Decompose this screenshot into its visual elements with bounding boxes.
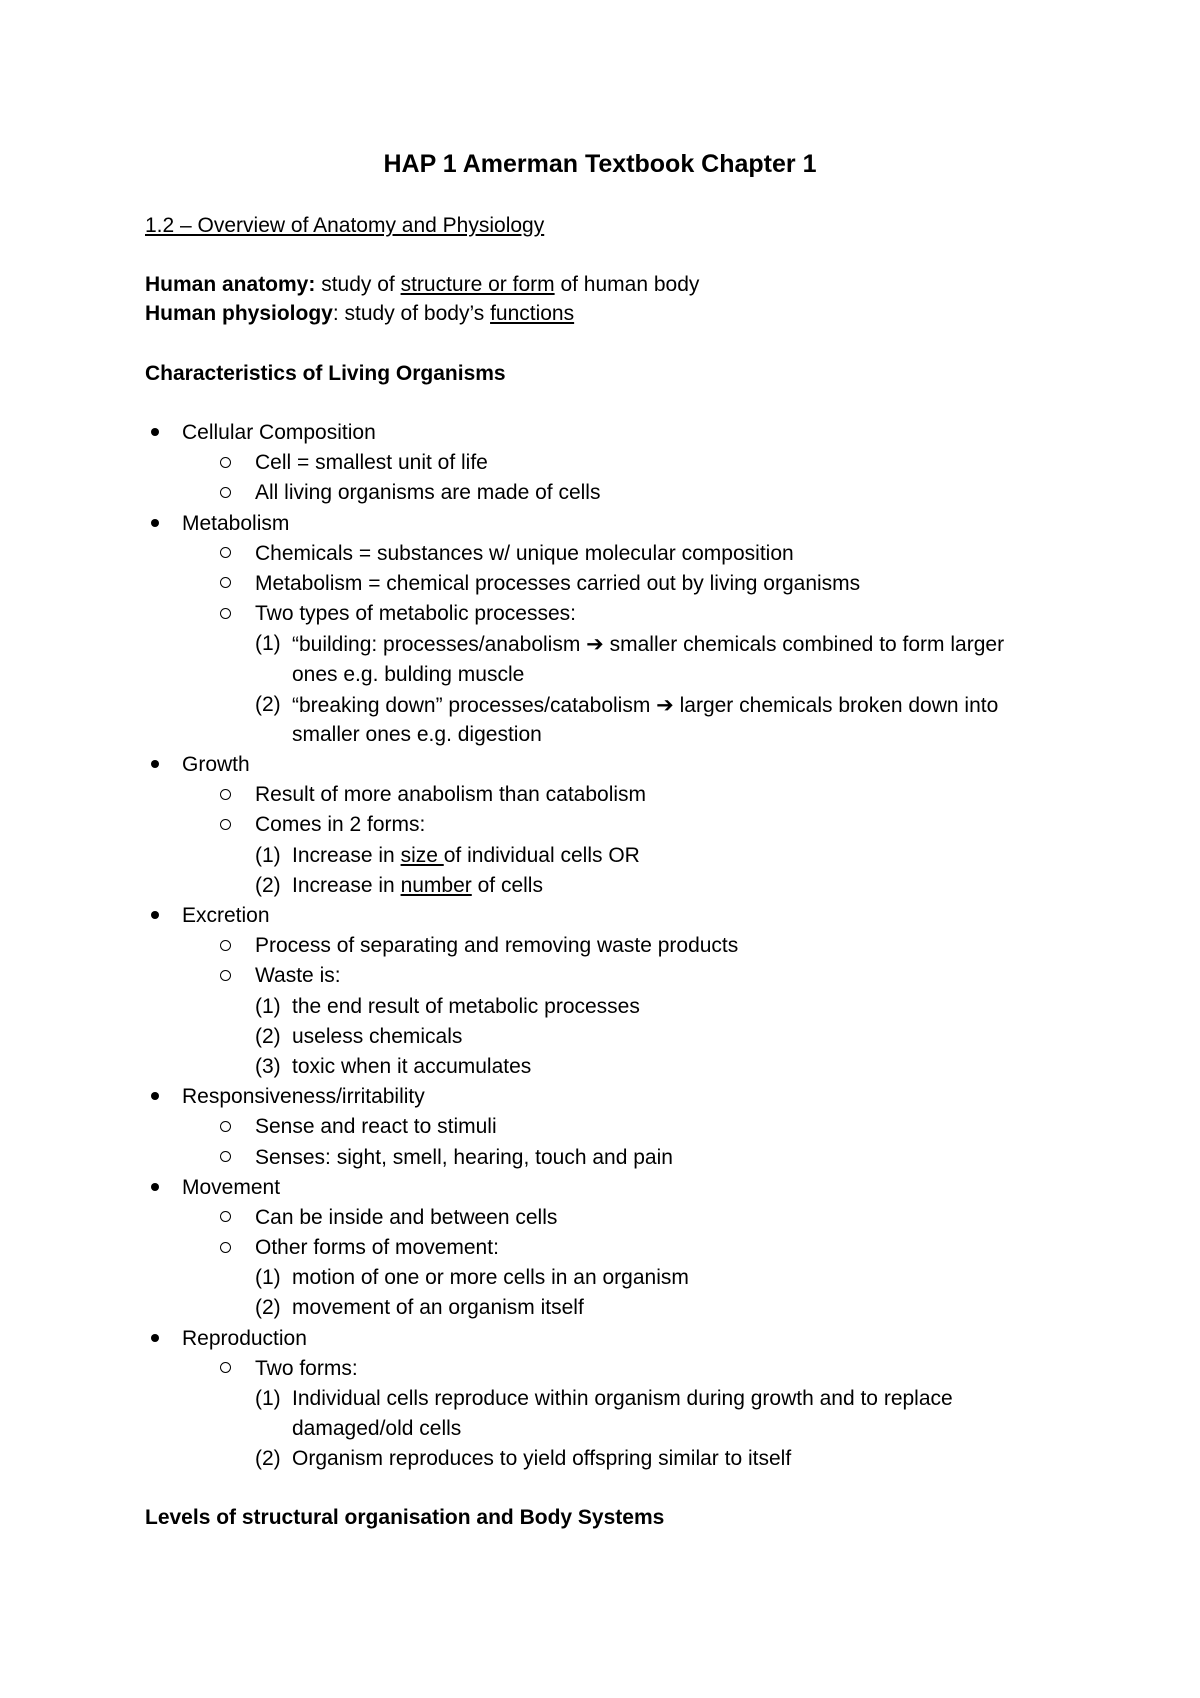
definition-term: Human anatomy: [145, 273, 316, 296]
list-item: Movement [0, 1173, 1200, 1203]
list-subitem: Chemicals = substances w/ unique molecular composition [0, 539, 1200, 569]
bullet-icon [145, 750, 165, 780]
list-item: Metabolism [0, 509, 1200, 539]
list-item: Responsiveness/irritability [0, 1082, 1200, 1112]
section-heading: 1.2 – Overview of Anatomy and Physiology [145, 214, 545, 237]
hollow-bullet-icon [218, 1233, 232, 1263]
right-arrow-icon: ➔ [656, 692, 674, 717]
definition-emphasis: functions [490, 302, 575, 325]
document-title: HAP 1 Amerman Textbook Chapter 1 [383, 150, 817, 178]
hollow-bullet-icon [218, 1354, 232, 1384]
numbered-item: (1) motion of one or more cells in an organism [255, 1266, 689, 1290]
list-subitem: Two forms: [0, 1354, 1200, 1384]
numbered-item-continuation: smaller ones e.g. digestion [292, 722, 542, 746]
list-subitem: Comes in 2 forms: [0, 810, 1200, 840]
structural-organisation-heading: Levels of structural organisation and Body Systems [145, 1506, 665, 1529]
numbered-item: (2) Increase in number of cells [255, 873, 543, 897]
hollow-bullet-icon [218, 780, 232, 810]
list-item: Excretion [0, 901, 1200, 931]
bullet-icon [145, 1324, 165, 1354]
definition-term: Human physiology [145, 302, 333, 325]
hollow-bullet-icon [218, 1143, 232, 1173]
list-subitem: Senses: sight, smell, hearing, touch and pain [0, 1143, 1200, 1173]
list-item: Cellular Composition [0, 418, 1200, 448]
hollow-bullet-icon [218, 1203, 232, 1233]
definition-text: : study of body’s [332, 302, 491, 325]
definition-emphasis: structure or form [400, 273, 555, 296]
characteristics-list [0, 418, 1200, 1475]
numbered-item: (2) Organism reproduces to yield offspring similar to itself [255, 1447, 792, 1471]
right-arrow-icon: ➔ [586, 632, 604, 657]
bullet-icon [145, 1173, 165, 1203]
bullet-icon [145, 1082, 165, 1112]
list-item: Reproduction [0, 1324, 1200, 1354]
hollow-bullet-icon [218, 569, 232, 599]
hollow-bullet-icon [218, 448, 232, 478]
list-subitem: Sense and react to stimuli [0, 1112, 1200, 1142]
bullet-icon [145, 418, 165, 448]
definition-text: study of [315, 273, 401, 296]
numbered-item: (2) “breaking down” processes/catabolism ➔ larger chemicals broken down into [255, 692, 999, 717]
list-subitem: Other forms of movement: [0, 1233, 1200, 1263]
definition-text: of human body [554, 273, 700, 296]
numbered-item: (2) movement of an organism itself [255, 1296, 584, 1320]
list-subitem: Two types of metabolic processes: [0, 599, 1200, 629]
list-subitem: Cell = smallest unit of life [0, 448, 1200, 478]
bullet-icon [145, 509, 165, 539]
numbered-item: (3) toxic when it accumulates [255, 1054, 532, 1078]
hollow-bullet-icon [218, 931, 232, 961]
numbered-item: (1) Individual cells reproduce within organism during growth and to replace [255, 1387, 953, 1410]
numbered-item: (2) useless chemicals [255, 1024, 463, 1048]
list-subitem: Process of separating and removing waste products [0, 931, 1200, 961]
definition-anatomy [145, 271, 699, 299]
definition-physiology [145, 300, 574, 328]
numbered-item-continuation: damaged/old cells [292, 1417, 462, 1441]
bullet-icon [145, 901, 165, 931]
hollow-bullet-icon [218, 478, 232, 508]
numbered-item: (1) the end result of metabolic processes [255, 994, 640, 1018]
hollow-bullet-icon [218, 961, 232, 991]
hollow-bullet-icon [218, 599, 232, 629]
list-subitem: Waste is: [0, 961, 1200, 991]
numbered-item: (1) Increase in size of individual cells OR [255, 843, 640, 867]
list-subitem: Can be inside and between cells [0, 1203, 1200, 1233]
list-subitem: Metabolism = chemical processes carried out by living organisms [0, 569, 1200, 599]
characteristics-heading: Characteristics of Living Organisms [145, 362, 506, 385]
list-item: Growth [0, 750, 1200, 780]
numbered-item-continuation: ones e.g. bulding muscle [292, 662, 525, 686]
list-subitem: Result of more anabolism than catabolism [0, 780, 1200, 810]
hollow-bullet-icon [218, 810, 232, 840]
numbered-item: (1) “building: processes/anabolism ➔ smaller chemicals combined to form larger [255, 632, 1005, 657]
list-subitem: All living organisms are made of cells [0, 478, 1200, 508]
hollow-bullet-icon [218, 1112, 232, 1142]
hollow-bullet-icon [218, 539, 232, 569]
